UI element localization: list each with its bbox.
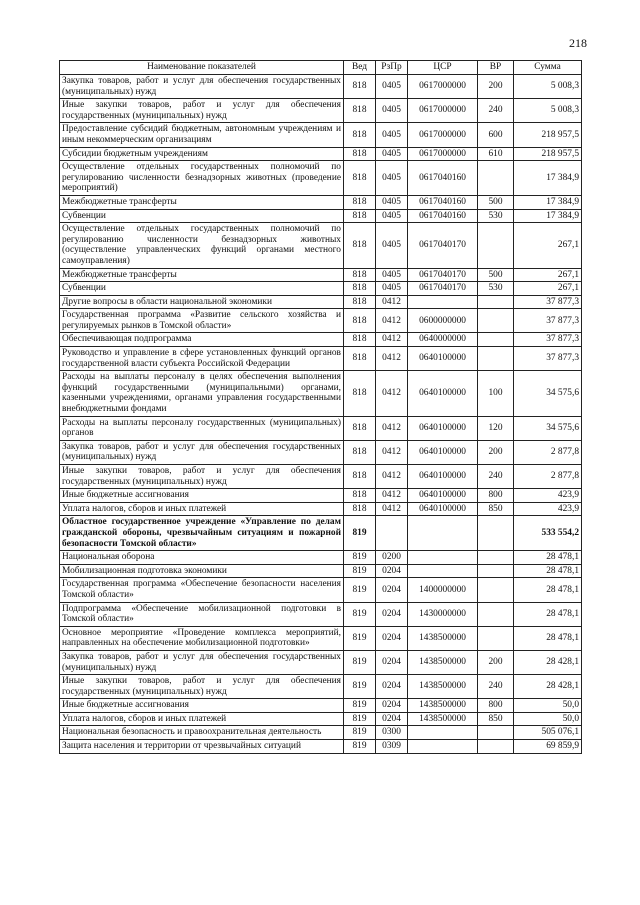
- cell-name: Государственная программа «Обеспечение безопасности населения Томской области»: [60, 578, 344, 602]
- cell-csr: 0640100000: [408, 465, 478, 489]
- header-name: Наименование показателей: [60, 61, 344, 75]
- cell-rzpr: 0204: [376, 626, 408, 650]
- cell-name: Подпрограмма «Обеспечение мобилизационной подготовки в Томской области»: [60, 602, 344, 626]
- cell-name: Закупка товаров, работ и услуг для обеспечения государственных (муниципальных) нужд: [60, 75, 344, 99]
- cell-name: Мобилизационная подготовка экономики: [60, 564, 344, 578]
- cell-rzpr: 0405: [376, 123, 408, 147]
- budget-table: [59, 60, 582, 754]
- cell-ved: 819: [344, 650, 376, 674]
- cell-sum: 505 076,1: [514, 726, 582, 740]
- cell-vr: [478, 564, 514, 578]
- cell-ved: 818: [344, 99, 376, 123]
- table-row: [60, 347, 582, 371]
- cell-sum: 17 384,9: [514, 209, 582, 223]
- cell-sum: 5 008,3: [514, 99, 582, 123]
- table-row: [60, 602, 582, 626]
- cell-name: Предоставление субсидий бюджетным, автономным учреждениям и иным некоммерческим организациям: [60, 123, 344, 147]
- cell-sum: 5 008,3: [514, 75, 582, 99]
- cell-vr: [478, 223, 514, 268]
- cell-csr: [408, 740, 478, 754]
- cell-rzpr: 0405: [376, 161, 408, 196]
- cell-ved: 818: [344, 465, 376, 489]
- cell-sum: 28 478,1: [514, 602, 582, 626]
- table-row: [60, 465, 582, 489]
- cell-sum: 2 877,8: [514, 440, 582, 464]
- table-row: [60, 712, 582, 726]
- cell-rzpr: 0405: [376, 147, 408, 161]
- cell-name: Иные бюджетные ассигнования: [60, 489, 344, 503]
- cell-vr: [478, 726, 514, 740]
- cell-ved: 818: [344, 268, 376, 282]
- cell-vr: [478, 626, 514, 650]
- cell-sum: 28 478,1: [514, 564, 582, 578]
- cell-ved: 818: [344, 440, 376, 464]
- table-row: [60, 295, 582, 309]
- table-row: [60, 726, 582, 740]
- table-row: [60, 564, 582, 578]
- table-row: [60, 371, 582, 416]
- cell-vr: [478, 309, 514, 333]
- cell-name: Областное государственное учреждение «Управление по делам гражданской обороны, чрезвычайным ситуациям и пожарной безопасности Томской области»: [60, 516, 344, 551]
- table-row: [60, 268, 582, 282]
- cell-rzpr: 0412: [376, 347, 408, 371]
- cell-vr: 850: [478, 502, 514, 516]
- cell-sum: 267,1: [514, 223, 582, 268]
- cell-vr: 240: [478, 99, 514, 123]
- header-rzpr: РзПр: [376, 61, 408, 75]
- cell-csr: 0640100000: [408, 440, 478, 464]
- cell-rzpr: 0412: [376, 371, 408, 416]
- cell-vr: [478, 516, 514, 551]
- cell-rzpr: 0405: [376, 268, 408, 282]
- cell-vr: 610: [478, 147, 514, 161]
- cell-sum: 423,9: [514, 489, 582, 503]
- cell-sum: 34 575,6: [514, 371, 582, 416]
- cell-csr: 0617000000: [408, 123, 478, 147]
- cell-vr: 200: [478, 440, 514, 464]
- cell-ved: 819: [344, 626, 376, 650]
- cell-csr: 1438500000: [408, 699, 478, 713]
- cell-vr: [478, 740, 514, 754]
- cell-name: Государственная программа «Развитие сельского хозяйства и регулируемых рынков в Томской области»: [60, 309, 344, 333]
- cell-vr: 530: [478, 282, 514, 296]
- cell-csr: 1438500000: [408, 626, 478, 650]
- cell-sum: 37 877,3: [514, 295, 582, 309]
- table-row: [60, 626, 582, 650]
- cell-csr: 0617040160: [408, 161, 478, 196]
- cell-rzpr: 0412: [376, 416, 408, 440]
- cell-csr: 0617040170: [408, 282, 478, 296]
- cell-csr: [408, 564, 478, 578]
- header-csr: ЦСР: [408, 61, 478, 75]
- cell-csr: 0617040170: [408, 223, 478, 268]
- cell-ved: 819: [344, 578, 376, 602]
- table-row: [60, 699, 582, 713]
- cell-ved: 818: [344, 209, 376, 223]
- cell-rzpr: 0204: [376, 675, 408, 699]
- cell-name: Защита населения и территории от чрезвычайных ситуаций: [60, 740, 344, 754]
- page-number: 218: [569, 36, 587, 50]
- cell-vr: 800: [478, 489, 514, 503]
- cell-csr: 0617040170: [408, 268, 478, 282]
- cell-vr: 120: [478, 416, 514, 440]
- cell-ved: 819: [344, 564, 376, 578]
- cell-name: Осуществление отдельных государственных полномочий по регулированию численности безнадзорных животных (осуществление управленческих функций органами местного самоуправления): [60, 223, 344, 268]
- cell-rzpr: 0412: [376, 465, 408, 489]
- table-row: [60, 650, 582, 674]
- cell-rzpr: 0412: [376, 502, 408, 516]
- cell-csr: 1430000000: [408, 602, 478, 626]
- cell-ved: 818: [344, 195, 376, 209]
- cell-name: Обеспечивающая подпрограмма: [60, 333, 344, 347]
- cell-name: Закупка товаров, работ и услуг для обеспечения государственных (муниципальных) нужд: [60, 440, 344, 464]
- table-row: [60, 309, 582, 333]
- cell-name: Уплата налогов, сборов и иных платежей: [60, 712, 344, 726]
- cell-csr: 0640000000: [408, 333, 478, 347]
- cell-name: Межбюджетные трансферты: [60, 195, 344, 209]
- cell-rzpr: 0204: [376, 578, 408, 602]
- cell-vr: 850: [478, 712, 514, 726]
- cell-ved: 818: [344, 123, 376, 147]
- cell-sum: 28 428,1: [514, 675, 582, 699]
- cell-rzpr: 0405: [376, 99, 408, 123]
- cell-sum: 34 575,6: [514, 416, 582, 440]
- cell-csr: 0617040160: [408, 209, 478, 223]
- cell-ved: 819: [344, 699, 376, 713]
- cell-name: Межбюджетные трансферты: [60, 268, 344, 282]
- cell-csr: [408, 726, 478, 740]
- cell-csr: 0617040160: [408, 195, 478, 209]
- cell-ved: 818: [344, 223, 376, 268]
- cell-csr: 1438500000: [408, 712, 478, 726]
- cell-rzpr: 0405: [376, 209, 408, 223]
- cell-sum: 267,1: [514, 282, 582, 296]
- cell-name: Национальная безопасность и правоохранительная деятельность: [60, 726, 344, 740]
- header-ved: Вед: [344, 61, 376, 75]
- table-row: [60, 209, 582, 223]
- cell-sum: 37 877,3: [514, 347, 582, 371]
- cell-ved: 818: [344, 309, 376, 333]
- cell-rzpr: 0405: [376, 75, 408, 99]
- cell-name: Субвенции: [60, 209, 344, 223]
- table-body: [60, 75, 582, 754]
- cell-vr: [478, 347, 514, 371]
- cell-rzpr: 0405: [376, 282, 408, 296]
- cell-name: Иные закупки товаров, работ и услуг для обеспечения государственных (муниципальных) нужд: [60, 99, 344, 123]
- cell-sum: 17 384,9: [514, 161, 582, 196]
- table-row: [60, 740, 582, 754]
- cell-name: Руководство и управление в сфере установленных функций органов государственной власти субъекта Российской Федерации: [60, 347, 344, 371]
- cell-vr: 600: [478, 123, 514, 147]
- cell-sum: 37 877,3: [514, 309, 582, 333]
- cell-rzpr: 0204: [376, 712, 408, 726]
- table-row: [60, 123, 582, 147]
- cell-name: Иные бюджетные ассигнования: [60, 699, 344, 713]
- cell-ved: 819: [344, 726, 376, 740]
- cell-name: Расходы на выплаты персоналу в целях обеспечения выполнения функций государственными (муниципальными) органами, казенными учреждениями, органами управления государственными внебюджетными фондами: [60, 371, 344, 416]
- cell-vr: 200: [478, 75, 514, 99]
- cell-csr: 0640100000: [408, 416, 478, 440]
- cell-vr: [478, 578, 514, 602]
- header-vr: ВР: [478, 61, 514, 75]
- cell-sum: 28 478,1: [514, 578, 582, 602]
- cell-rzpr: 0204: [376, 699, 408, 713]
- cell-name: Уплата налогов, сборов и иных платежей: [60, 502, 344, 516]
- cell-csr: 0640100000: [408, 347, 478, 371]
- cell-rzpr: 0204: [376, 564, 408, 578]
- cell-rzpr: 0412: [376, 295, 408, 309]
- cell-vr: 500: [478, 268, 514, 282]
- cell-rzpr: 0412: [376, 440, 408, 464]
- cell-rzpr: 0405: [376, 223, 408, 268]
- cell-vr: 500: [478, 195, 514, 209]
- cell-sum: 50,0: [514, 699, 582, 713]
- table-row: [60, 99, 582, 123]
- cell-name: Иные закупки товаров, работ и услуг для обеспечения государственных (муниципальных) нужд: [60, 675, 344, 699]
- cell-ved: 818: [344, 161, 376, 196]
- table-row: [60, 147, 582, 161]
- cell-csr: [408, 551, 478, 565]
- cell-csr: 0640100000: [408, 502, 478, 516]
- cell-sum: 50,0: [514, 712, 582, 726]
- table-row: [60, 282, 582, 296]
- table-row: [60, 502, 582, 516]
- cell-sum: 218 957,5: [514, 123, 582, 147]
- cell-sum: 17 384,9: [514, 195, 582, 209]
- cell-name: Иные закупки товаров, работ и услуг для обеспечения государственных (муниципальных) нужд: [60, 465, 344, 489]
- table-row: [60, 333, 582, 347]
- cell-csr: [408, 516, 478, 551]
- cell-sum: 28 428,1: [514, 650, 582, 674]
- cell-rzpr: 0204: [376, 650, 408, 674]
- cell-csr: 1438500000: [408, 650, 478, 674]
- cell-name: Закупка товаров, работ и услуг для обеспечения государственных (муниципальных) нужд: [60, 650, 344, 674]
- cell-sum: 267,1: [514, 268, 582, 282]
- table-row: [60, 578, 582, 602]
- cell-ved: 819: [344, 516, 376, 551]
- cell-sum: 28 478,1: [514, 551, 582, 565]
- cell-rzpr: 0412: [376, 489, 408, 503]
- cell-vr: [478, 551, 514, 565]
- cell-ved: 818: [344, 489, 376, 503]
- cell-rzpr: 0204: [376, 602, 408, 626]
- cell-sum: 533 554,2: [514, 516, 582, 551]
- cell-ved: 819: [344, 740, 376, 754]
- cell-rzpr: 0200: [376, 551, 408, 565]
- cell-rzpr: 0309: [376, 740, 408, 754]
- cell-name: Расходы на выплаты персоналу государственных (муниципальных) органов: [60, 416, 344, 440]
- cell-rzpr: 0412: [376, 333, 408, 347]
- cell-vr: 530: [478, 209, 514, 223]
- table-row: [60, 516, 582, 551]
- table-row: [60, 223, 582, 268]
- cell-csr: 0617000000: [408, 147, 478, 161]
- cell-csr: [408, 295, 478, 309]
- table-row: [60, 195, 582, 209]
- table-row: [60, 416, 582, 440]
- cell-vr: [478, 333, 514, 347]
- table-row: [60, 675, 582, 699]
- cell-ved: 818: [344, 147, 376, 161]
- cell-rzpr: 0300: [376, 726, 408, 740]
- cell-vr: [478, 295, 514, 309]
- cell-csr: 1400000000: [408, 578, 478, 602]
- cell-sum: 2 877,8: [514, 465, 582, 489]
- cell-rzpr: 0412: [376, 309, 408, 333]
- cell-ved: 819: [344, 712, 376, 726]
- cell-rzpr: 0405: [376, 195, 408, 209]
- cell-name: Осуществление отдельных государственных полномочий по регулированию численности безнадзорных животных (проведение мероприятий): [60, 161, 344, 196]
- cell-sum: 37 877,3: [514, 333, 582, 347]
- cell-name: Субсидии бюджетным учреждениям: [60, 147, 344, 161]
- cell-rzpr: [376, 516, 408, 551]
- cell-vr: 100: [478, 371, 514, 416]
- cell-vr: [478, 161, 514, 196]
- cell-csr: 1438500000: [408, 675, 478, 699]
- cell-csr: 0600000000: [408, 309, 478, 333]
- cell-ved: 818: [344, 371, 376, 416]
- table-row: [60, 161, 582, 196]
- cell-ved: 818: [344, 333, 376, 347]
- table-header-row: [60, 61, 582, 75]
- table-row: [60, 440, 582, 464]
- table-row: [60, 551, 582, 565]
- cell-ved: 818: [344, 347, 376, 371]
- cell-vr: 200: [478, 650, 514, 674]
- cell-csr: 0640100000: [408, 371, 478, 416]
- cell-name: Национальная оборона: [60, 551, 344, 565]
- cell-sum: 423,9: [514, 502, 582, 516]
- cell-ved: 819: [344, 675, 376, 699]
- cell-sum: 69 859,9: [514, 740, 582, 754]
- cell-ved: 818: [344, 295, 376, 309]
- cell-name: Основное мероприятие «Проведение комплекса мероприятий, направленных на обеспечение мобилизационной подготовки»: [60, 626, 344, 650]
- cell-ved: 818: [344, 502, 376, 516]
- cell-sum: 218 957,5: [514, 147, 582, 161]
- cell-vr: 240: [478, 465, 514, 489]
- cell-csr: 0617000000: [408, 99, 478, 123]
- cell-vr: 240: [478, 675, 514, 699]
- cell-vr: 800: [478, 699, 514, 713]
- cell-csr: 0617000000: [408, 75, 478, 99]
- cell-vr: [478, 602, 514, 626]
- cell-ved: 818: [344, 282, 376, 296]
- cell-ved: 818: [344, 75, 376, 99]
- cell-name: Другие вопросы в области национальной экономики: [60, 295, 344, 309]
- cell-ved: 819: [344, 551, 376, 565]
- table-row: [60, 489, 582, 503]
- table-row: [60, 75, 582, 99]
- cell-csr: 0640100000: [408, 489, 478, 503]
- cell-ved: 818: [344, 416, 376, 440]
- cell-sum: 28 478,1: [514, 626, 582, 650]
- header-sum: Сумма: [514, 61, 582, 75]
- cell-ved: 819: [344, 602, 376, 626]
- cell-name: Субвенции: [60, 282, 344, 296]
